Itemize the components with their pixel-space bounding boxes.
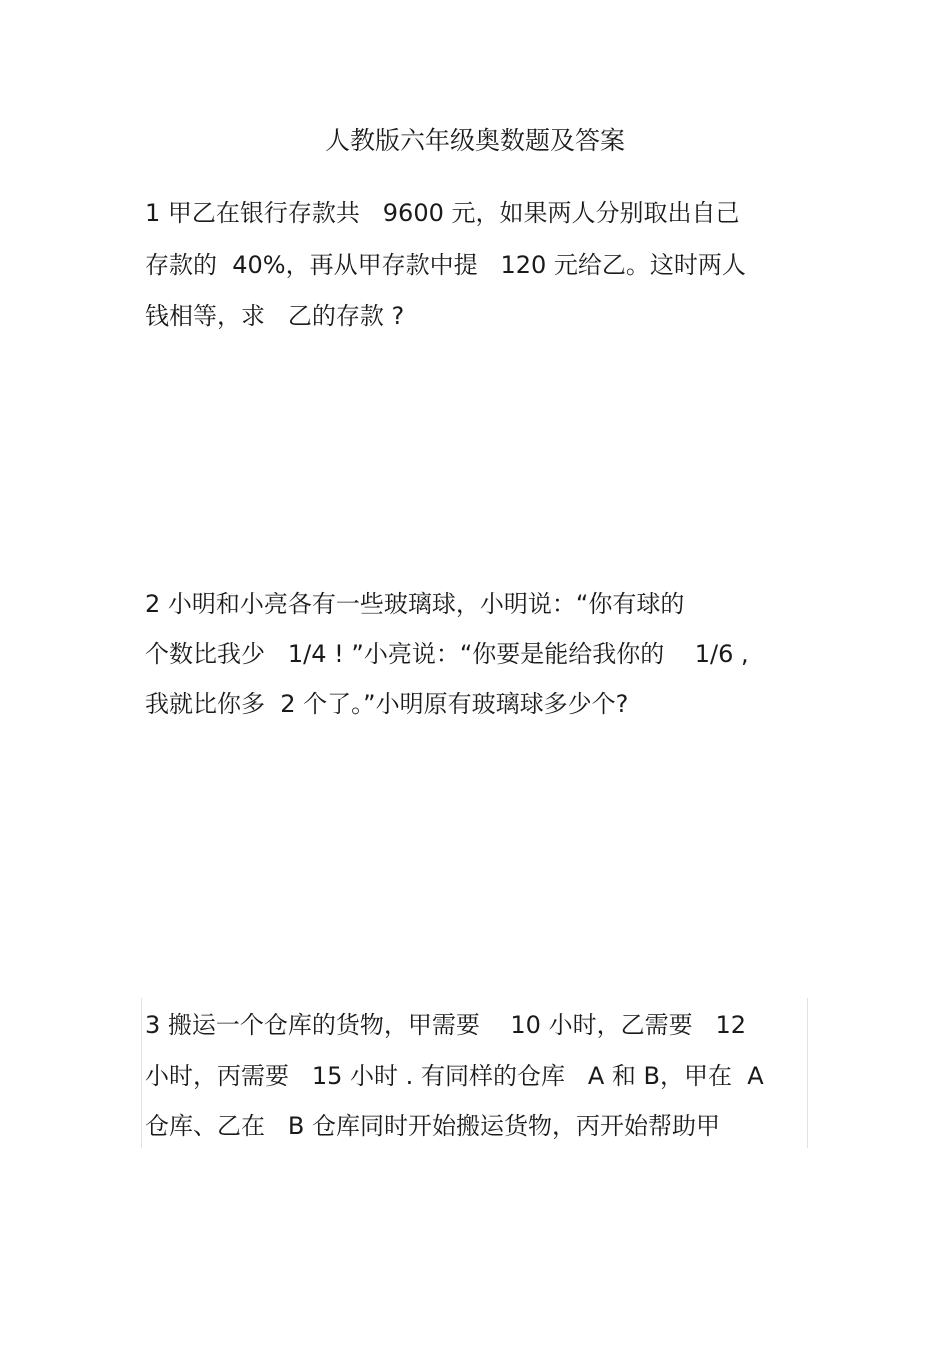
problem-1-line-3: 钱相等，求 乙的存款 ?	[145, 302, 405, 330]
document-title: 人教版六年级奥数题及答案	[324, 126, 625, 155]
problem-1-line-1: 1 甲乙在银行存款共 9600 元，如果两人分别取出自己	[145, 199, 740, 227]
problem-2-line-2: 个数比我少 1/4 ! ”小亮说：“你要是能给我你的 1/6 ,	[145, 640, 749, 668]
problem-3-line-1: 3 搬运一个仓库的货物，甲需要 10 小时，乙需要 12	[145, 1011, 747, 1039]
problem-3-line-3: 仓库、乙在 B 仓库同时开始搬运货物，丙开始帮助甲	[145, 1112, 720, 1140]
problem-1-line-2: 存款的 40%，再从甲存款中提 120 元给乙。这时两人	[145, 251, 746, 279]
problem-3-line-2: 小时，丙需要 15 小时 . 有同样的仓库 A 和 B，甲在 A	[145, 1062, 764, 1090]
problem-2-line-1: 2 小明和小亮各有一些玻璃球，小明说：“你有球的	[145, 590, 685, 618]
problem-2-line-3: 我就比你多 2 个了。”小明原有玻璃球多少个?	[145, 690, 629, 718]
